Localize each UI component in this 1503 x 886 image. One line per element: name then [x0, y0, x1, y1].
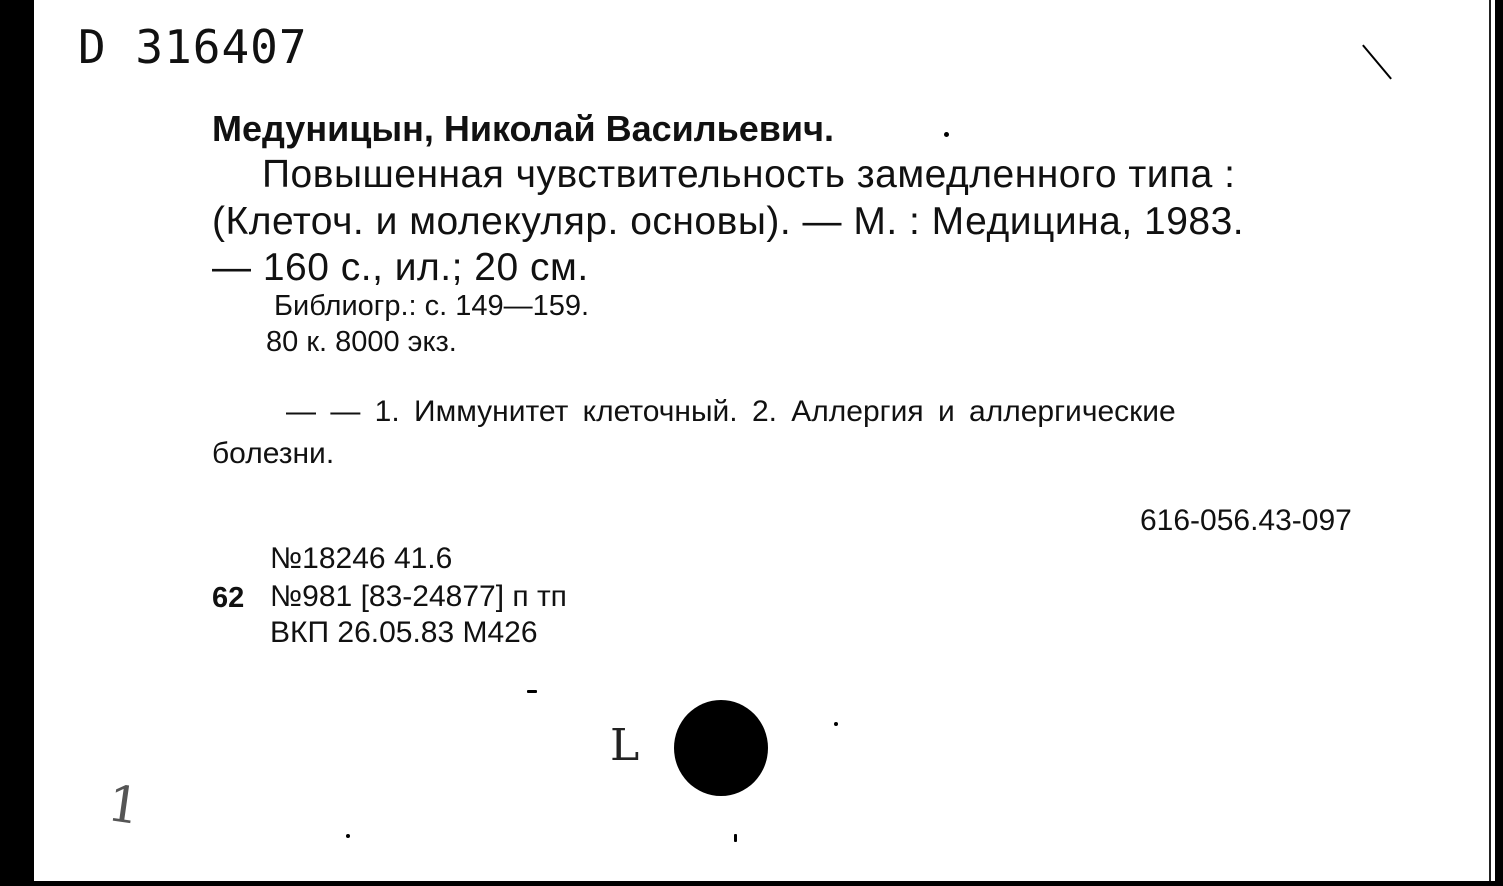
ink-dot [944, 132, 949, 137]
author-heading: Медуницын, Николай Васильевич. [212, 108, 834, 149]
title-line-2: (Клеточ. и молекуляр. основы). — М. : Медицина, 1983. [212, 200, 1245, 243]
scan-border-bottom [0, 881, 1503, 886]
ink-dot [346, 834, 350, 838]
subject-headings-line-1: — — 1. Иммунитет клеточный. 2. Аллергия и аллергические [286, 395, 1176, 428]
subject-headings-line-2: болезни. [212, 437, 335, 470]
registration-line-1: №18246 41.6 [270, 542, 453, 575]
registration-prefix: 62 [212, 582, 245, 614]
punch-hole [674, 700, 768, 796]
call-number: D 316407 [78, 20, 308, 74]
title-line-3: — 160 с., ил.; 20 см. [212, 246, 589, 289]
ink-dot [734, 834, 737, 842]
corner-mark [1362, 45, 1392, 80]
scan-border-right [1495, 0, 1503, 886]
handwritten-mark: L [610, 720, 640, 771]
ink-dot [834, 722, 838, 726]
price-copies: 80 к. 8000 экз. [266, 326, 457, 358]
handwritten-number: 1 [104, 774, 144, 836]
scan-border-right-line [1489, 0, 1491, 886]
registration-line-3: ВКП 26.05.83 М426 [270, 616, 538, 649]
registration-line-2: №981 [83-24877] п тп [270, 580, 567, 613]
ink-mark [527, 690, 537, 693]
scan-border-left [0, 0, 34, 886]
udc-classification: 616-056.43-097 [1140, 504, 1352, 537]
bibliography-note: Библиогр.: с. 149—159. [274, 290, 590, 322]
title-line-1: Повышенная чувствительность замедленного типа : [262, 153, 1236, 196]
